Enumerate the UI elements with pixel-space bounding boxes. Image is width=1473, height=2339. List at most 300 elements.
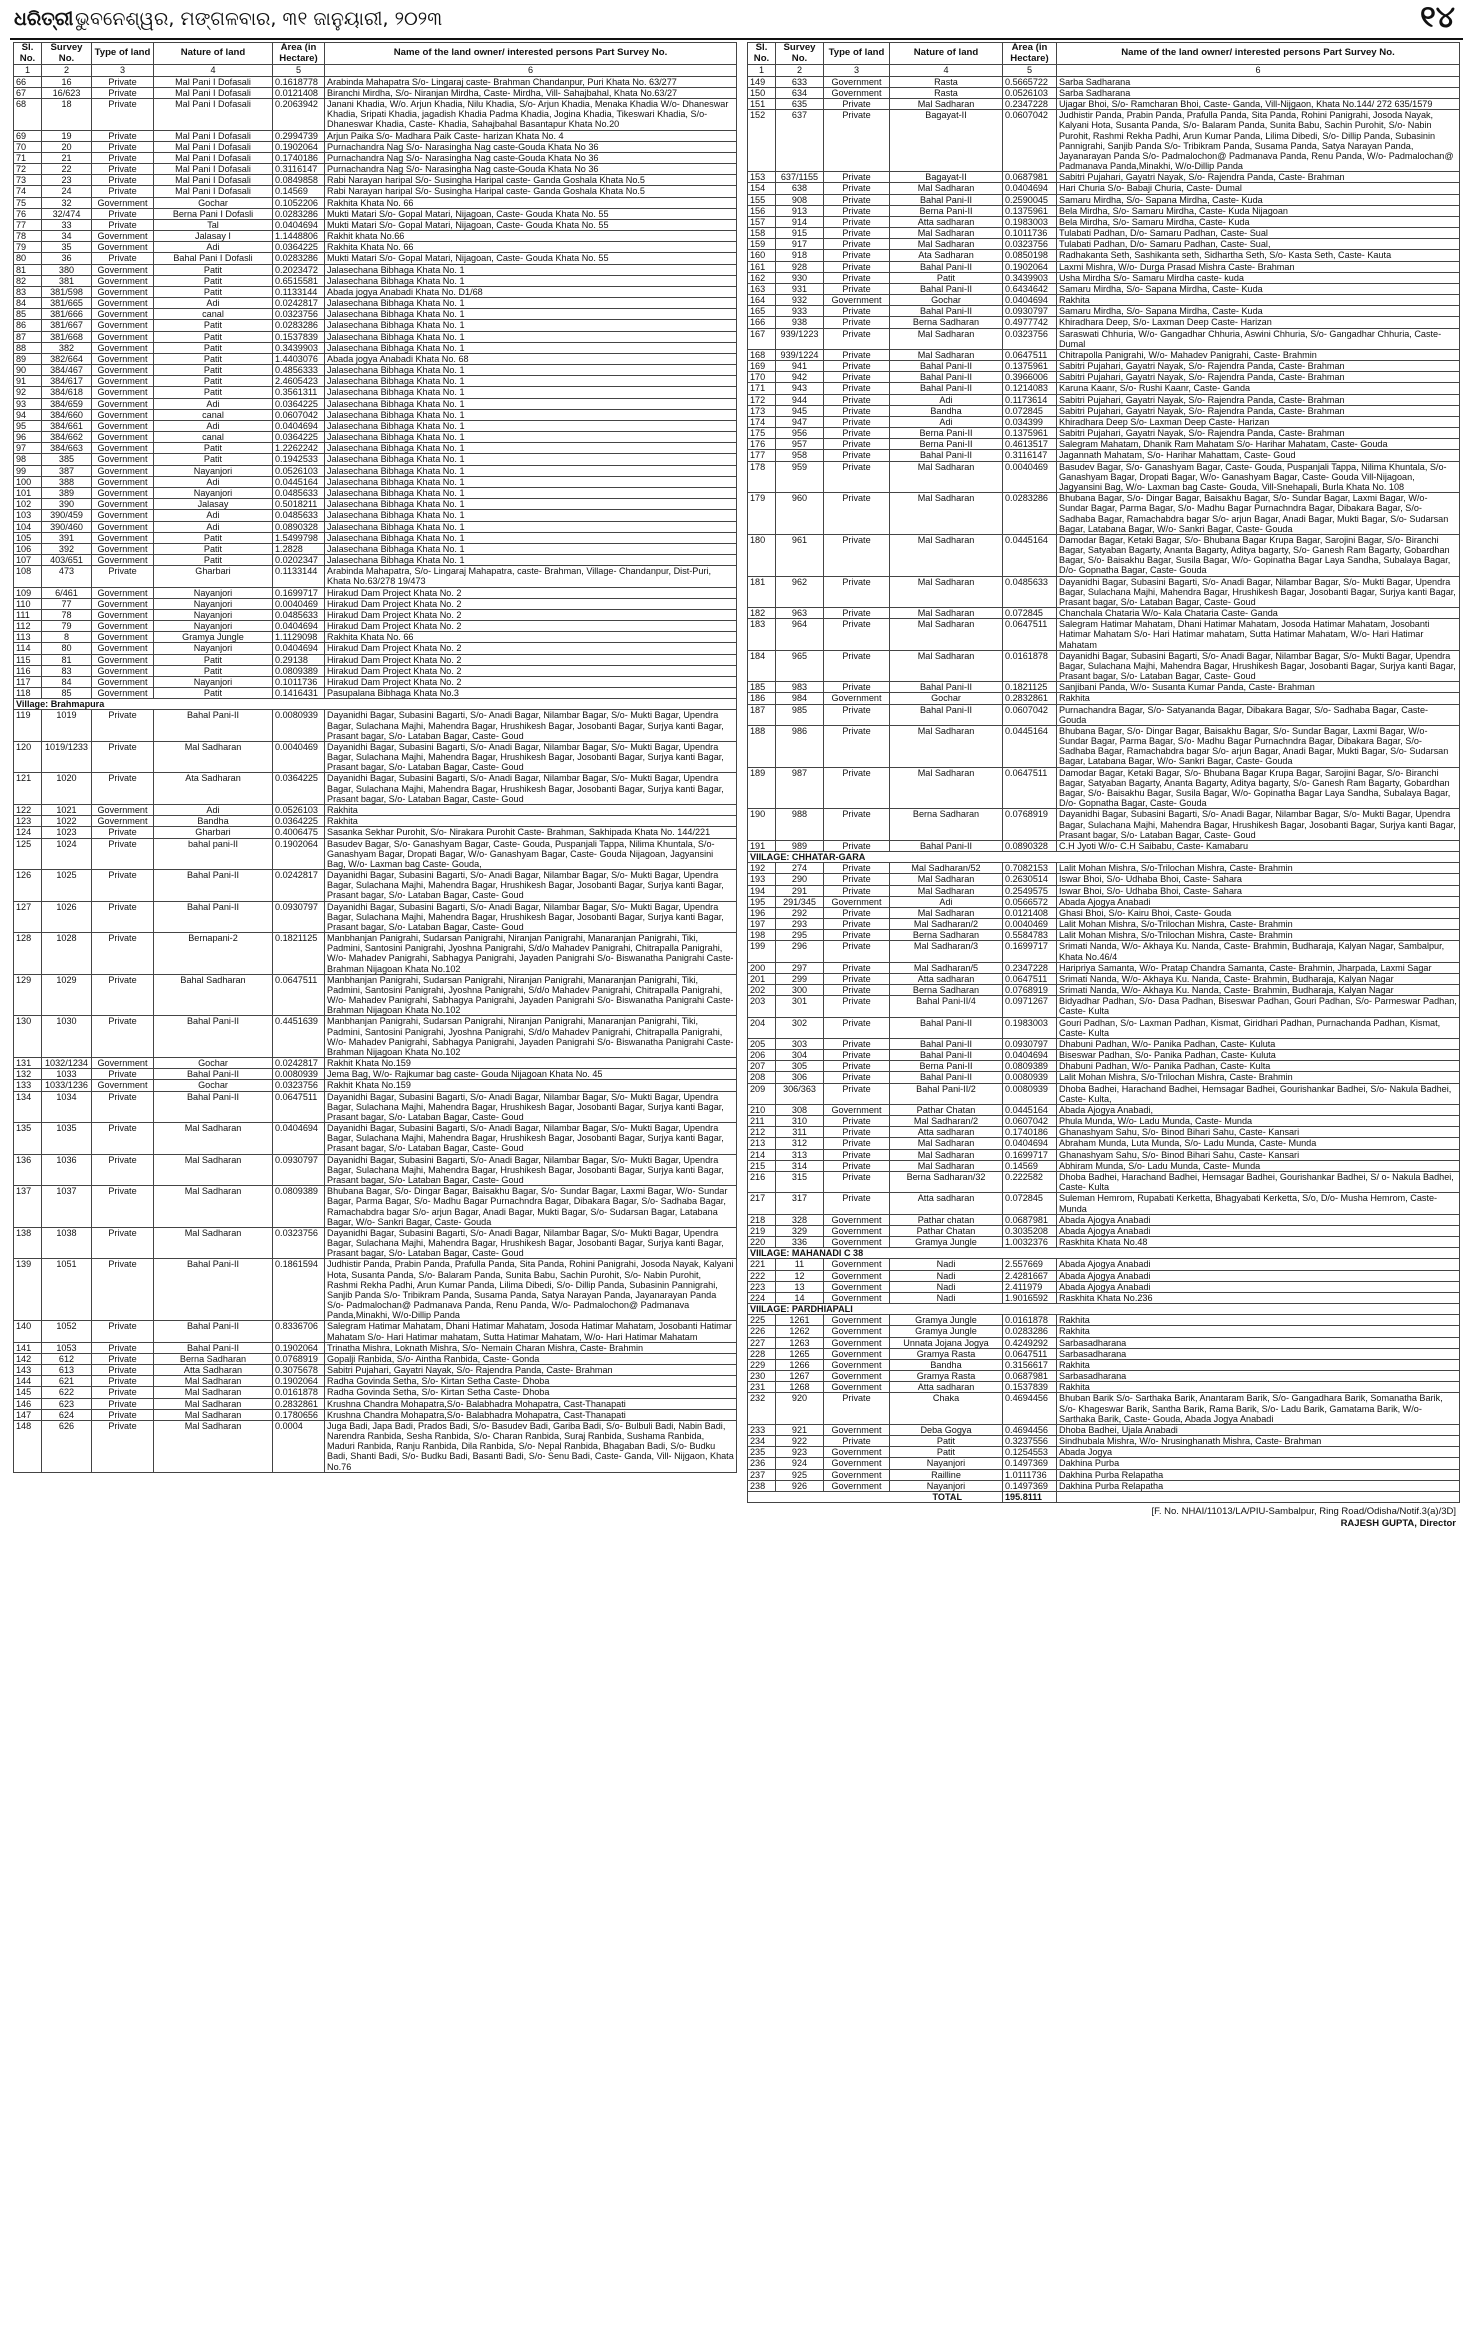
land-type-cell: Private xyxy=(824,194,890,205)
owner-cell: Jalasechana Bibhaga Khata No. 1 xyxy=(325,409,737,420)
owner-cell: Rakhita Khata No. 66 xyxy=(325,242,737,253)
land-table-right xyxy=(747,42,1460,1503)
owner-cell: Damodar Bagar, Ketaki Bagar, S/o- Bhubana Bagar Krupa Bagar, Sarojini Bagar, S/o- Biranchi Bagar, Satyaban Bagarty, Ananta Bagarty, Aditya bagarty, S/o- Ganesh Ram Bagarty, Gobardhan Bagar, S/o- Baisakhu Bagar, Susila Bagar, W/o- Gopinatha Bagar Laya Sandha, Subalaya Bagar, D/o- Gopnatha Bagar, Caste- Gouda xyxy=(1057,767,1460,809)
sl-no-cell: 173 xyxy=(748,405,776,416)
sl-no-cell: 139 xyxy=(14,1259,42,1321)
owner-cell: Arabinda Mahapatra, S/o- Lingaraj Mahapatra, caste- Brahman, Village- Chandanpur, Dist-Puri, Khata No.63/278 19/473 xyxy=(325,566,737,587)
land-type-cell: Private xyxy=(824,216,890,227)
survey-no-cell: 637 xyxy=(776,110,824,172)
owner-cell: Dayanidhi Bagar, Subasini Bagarti, S/o- Anadi Bagar, Nilambar Bagar, S/o- Mukti Bagar, Upendra Bagar, Sulachana Majhi, Mahendra Bagar, Hrushikesh Bagar, Josobanti Bagar, Surjya kanti Bagar, Prasant bagar, S/o- Lataban Bagar, Caste- Goud xyxy=(1057,809,1460,841)
land-type-cell: Private xyxy=(92,1376,154,1387)
sl-no-cell: 179 xyxy=(748,493,776,535)
land-nature-cell: Mal Sadharan/2 xyxy=(890,919,1003,930)
area-cell: 0.4977742 xyxy=(1003,317,1057,328)
owner-cell: Dayanidhi Bagar, Subasini Bagarti, S/o- Anadi Bagar, Nilambar Bagar, S/o- Mukti Bagar, Upendra Bagar, Sulachana Majhi, Mahendra Bagar, Hrushikesh Bagar, Josobanti Bagar, Surjya kanti Bagar, Prasant bagar, S/o- Lataban Bagar, Caste- Goud xyxy=(325,1123,737,1155)
table-row xyxy=(748,1348,1460,1359)
survey-no-cell: 634 xyxy=(776,87,824,98)
area-cell: 0.0323756 xyxy=(273,1227,325,1259)
table-row xyxy=(748,608,1460,619)
owner-cell: Sabitri Pujahari, Gayatri Nayak, S/o- Rajendra Panda, Caste- Brahman xyxy=(1057,428,1460,439)
sl-no-cell: 83 xyxy=(14,286,42,297)
survey-no-cell: 310 xyxy=(776,1116,824,1127)
area-cell: 0.0404694 xyxy=(273,621,325,632)
page-number: ୧୪ xyxy=(1420,0,1455,35)
land-type-cell: Private xyxy=(92,253,154,264)
area-cell: 0.1740186 xyxy=(273,152,325,163)
survey-no-cell: 1025 xyxy=(42,870,92,902)
owner-cell: Khiradhara Deep S/o- Laxman Deep Caste- Harizan xyxy=(1057,416,1460,427)
table-row xyxy=(14,1186,737,1228)
table-row xyxy=(748,1458,1460,1469)
survey-no-cell: 296 xyxy=(776,941,824,962)
land-type-cell: Government xyxy=(92,387,154,398)
table-row xyxy=(748,874,1460,885)
land-nature-cell: Bagayat-II xyxy=(890,172,1003,183)
column-number-row xyxy=(14,65,737,76)
col-number: 2 xyxy=(776,65,824,76)
area-cell: 0.1821125 xyxy=(273,933,325,975)
survey-no-cell: 924 xyxy=(776,1458,824,1469)
table-row xyxy=(14,365,737,376)
area-cell: 0.0890328 xyxy=(273,521,325,532)
land-type-cell: Private xyxy=(824,349,890,360)
sl-no-cell: 187 xyxy=(748,704,776,725)
land-type-cell: Government xyxy=(92,532,154,543)
survey-no-cell: 1032/1234 xyxy=(42,1058,92,1069)
area-cell: 0.0687981 xyxy=(1003,1371,1057,1382)
land-nature-cell: Tal xyxy=(154,219,273,230)
owner-cell: Mukti Matari S/o- Gopal Matari, Nijagoan, Caste- Gouda Khata No. 55 xyxy=(325,253,737,264)
table-row xyxy=(14,130,737,141)
land-nature-cell: Mal Sadharan/5 xyxy=(890,962,1003,973)
survey-no-cell: 986 xyxy=(776,725,824,767)
survey-no-cell: 612 xyxy=(42,1353,92,1364)
table-row xyxy=(748,863,1460,874)
survey-no-cell: 381/666 xyxy=(42,309,92,320)
table-row xyxy=(748,682,1460,693)
land-nature-cell: Mal Sadharan/52 xyxy=(890,863,1003,874)
owner-cell: Jalasechana Bibhaga Khata No. 1 xyxy=(325,298,737,309)
table-row xyxy=(14,665,737,676)
table-row xyxy=(14,1321,737,1342)
land-nature-cell: Pathar chatan xyxy=(890,1214,1003,1225)
sl-no-cell: 94 xyxy=(14,409,42,420)
owner-cell: Chitrapolla Panigrahi, W/o- Mahadev Panigrahi, Caste- Brahmin xyxy=(1057,349,1460,360)
area-cell: 0.8336706 xyxy=(273,1321,325,1342)
land-type-cell: Government xyxy=(92,488,154,499)
owner-cell: Jalasechana Bibhaga Khata No. 1 xyxy=(325,432,737,443)
area-cell: 0.1052206 xyxy=(273,197,325,208)
land-nature-cell: Gharbari xyxy=(154,566,273,587)
land-nature-cell: Patit xyxy=(154,331,273,342)
table-row xyxy=(14,1069,737,1080)
sl-no-cell: 100 xyxy=(14,476,42,487)
sl-no-cell: 229 xyxy=(748,1359,776,1370)
area-cell: 0.0283286 xyxy=(1003,493,1057,535)
area-cell: 0.1699717 xyxy=(273,587,325,598)
land-type-cell: Government xyxy=(92,476,154,487)
area-cell: 0.1902064 xyxy=(273,1342,325,1353)
table-row xyxy=(14,870,737,902)
sl-no-cell: 97 xyxy=(14,443,42,454)
land-nature-cell: Berna Sadharan/32 xyxy=(890,1172,1003,1193)
area-cell: 0.3966006 xyxy=(1003,372,1057,383)
sl-no-cell: 105 xyxy=(14,532,42,543)
land-type-cell: Private xyxy=(92,1353,154,1364)
sl-no-cell: 81 xyxy=(14,264,42,275)
sl-no-cell: 182 xyxy=(748,608,776,619)
land-type-cell: Government xyxy=(92,598,154,609)
land-nature-cell: Berna Sadharan xyxy=(890,809,1003,841)
area-cell: 0.1375961 xyxy=(1003,428,1057,439)
owner-cell: Dhoba Badhei, Ujala Anabadi xyxy=(1057,1424,1460,1435)
sl-no-cell: 92 xyxy=(14,387,42,398)
land-nature-cell: Nadi xyxy=(890,1292,1003,1303)
survey-no-cell: 290 xyxy=(776,874,824,885)
land-type-cell: Government xyxy=(92,376,154,387)
land-nature-cell: Bahal Pani-II xyxy=(154,1016,273,1058)
land-type-cell: Private xyxy=(92,1069,154,1080)
owner-cell: Purnachandra Nag S/o- Narasingha Nag caste-Gouda Khata No 36 xyxy=(325,152,737,163)
owner-cell: Srimati Nanda, W/o- Akhaya Ku. Nanda, Caste- Brahmin, Budharaja, Kalyan Nagar xyxy=(1057,985,1460,996)
area-cell: 0.2590045 xyxy=(1003,194,1057,205)
sl-no-cell: 234 xyxy=(748,1436,776,1447)
area-cell: 0.0445164 xyxy=(1003,534,1057,576)
land-nature-cell: Mal Sadharan xyxy=(890,183,1003,194)
survey-no-cell: 638 xyxy=(776,183,824,194)
area-cell: 0.1983003 xyxy=(1003,216,1057,227)
table-row xyxy=(748,1083,1460,1104)
sl-no-cell: 156 xyxy=(748,205,776,216)
land-nature-cell: Berna Sadharan xyxy=(890,317,1003,328)
land-nature-cell: Mal Sadharan xyxy=(890,461,1003,493)
land-type-cell: Private xyxy=(824,930,890,941)
area-cell: 0.0121408 xyxy=(1003,907,1057,918)
land-nature-cell: Berna Pani I Dofasli xyxy=(154,208,273,219)
area-cell: 0.0687981 xyxy=(1003,172,1057,183)
table-row xyxy=(748,1116,1460,1127)
owner-cell: Iswar Bhoi, S/o- Udhaba Bhoi, Caste- Sahara xyxy=(1057,874,1460,885)
area-cell: 0.1497369 xyxy=(1003,1480,1057,1491)
land-type-cell: Government xyxy=(92,1058,154,1069)
area-cell: 0.0040469 xyxy=(1003,461,1057,493)
table-row xyxy=(748,306,1460,317)
table-row xyxy=(14,98,737,130)
table-row xyxy=(14,1365,737,1376)
owner-cell: Tulabati Padhan, D/o- Samaru Padhan, Caste- Sual, xyxy=(1057,239,1460,250)
land-type-cell: Private xyxy=(824,1160,890,1171)
sl-no-cell: 114 xyxy=(14,643,42,654)
owner-cell: Abraham Munda, Luta Munda, S/o- Ladu Munda, Caste- Munda xyxy=(1057,1138,1460,1149)
col-header-sl: Sl. No. xyxy=(748,43,776,65)
land-type-cell: Government xyxy=(92,342,154,353)
land-type-cell: Private xyxy=(824,261,890,272)
land-type-cell: Private xyxy=(824,809,890,841)
survey-no-cell: 918 xyxy=(776,250,824,261)
sl-no-cell: 172 xyxy=(748,394,776,405)
area-cell: 0.29138 xyxy=(273,654,325,665)
land-nature-cell: Bahal Pani-II xyxy=(154,1321,273,1342)
land-nature-cell: Gramya Jungle xyxy=(154,632,273,643)
table-row xyxy=(14,398,737,409)
land-type-cell: Private xyxy=(824,725,890,767)
land-nature-cell: Pathar Chatan xyxy=(890,1104,1003,1115)
column-number-row xyxy=(748,65,1460,76)
sl-no-cell: 161 xyxy=(748,261,776,272)
masthead xyxy=(0,0,1473,42)
sl-no-cell: 134 xyxy=(14,1091,42,1123)
owner-cell: Hari Churia S/o- Babaji Churia, Caste- Dumal xyxy=(1057,183,1460,194)
table-row xyxy=(14,521,737,532)
area-cell: 0.0485633 xyxy=(1003,576,1057,608)
land-nature-cell: Mal Sadharan xyxy=(890,907,1003,918)
land-type-cell: Private xyxy=(92,901,154,933)
survey-no-cell: 34 xyxy=(42,231,92,242)
table-row xyxy=(14,331,737,342)
area-cell: 0.0404694 xyxy=(1003,183,1057,194)
land-type-cell: Government xyxy=(824,1237,890,1248)
survey-no-cell: 1024 xyxy=(42,838,92,870)
land-type-cell: Private xyxy=(824,1149,890,1160)
date-line: ଭୁବନେଶ୍ୱର, ମଙ୍ଗଳବାର, ୩୧ ଜାନୁୟାରୀ, ୨୦୨୩ xyxy=(75,8,443,30)
area-cell: 0.0566572 xyxy=(1003,896,1057,907)
land-type-cell: Private xyxy=(824,1116,890,1127)
survey-no-cell: 1033/1236 xyxy=(42,1080,92,1091)
land-type-cell: Government xyxy=(824,1447,890,1458)
sl-no-cell: 115 xyxy=(14,654,42,665)
land-type-cell: Government xyxy=(824,1371,890,1382)
survey-no-cell: 384/662 xyxy=(42,432,92,443)
owner-cell: Judhistir Panda, Prabin Panda, Prafulla Panda, Sita Panda, Rohini Panigrahi, Josoda Nayak, Kalyani Hota, Susanta Panda, S/o- Balaram Panda, Sunita Babu, Sachin Purohit, S/o- Nabin Purohit, Rashmi Rekha Padhi, Arun Kumar Panda, Lilima Dibedi, S/o- Dillip Panda, Subasinin Pannigrahi, Sanjib Panda S/o- Tribikram Panda, Susama Panda, Satya Narayan Panda, Jayanarayan Panda S/o- Padmalochan@ Padmanava Panda, Renu Panda, W/o- Padmalochon@ Padmanava Panda,Minakhi, W/o-Dillip Panda xyxy=(325,1259,737,1321)
land-nature-cell: Bahal Pani-II/4 xyxy=(890,996,1003,1017)
area-cell: 0.2630514 xyxy=(1003,874,1057,885)
land-nature-cell: canal xyxy=(154,409,273,420)
area-cell: 0.3237556 xyxy=(1003,1436,1057,1447)
land-type-cell: Private xyxy=(92,76,154,87)
table-row xyxy=(748,493,1460,535)
land-nature-cell: Ata Sadharan xyxy=(154,773,273,805)
land-nature-cell: Mal Sadharan xyxy=(890,608,1003,619)
sl-no-cell: 237 xyxy=(748,1469,776,1480)
table-row xyxy=(14,320,737,331)
table-row xyxy=(14,253,737,264)
table-row xyxy=(748,383,1460,394)
table-row xyxy=(748,272,1460,283)
area-cell: 0.1537839 xyxy=(1003,1382,1057,1393)
sl-no-cell: 82 xyxy=(14,275,42,286)
land-nature-cell: Mal Sadharan xyxy=(890,328,1003,349)
owner-cell: Sabitri Pujahari, Gayatri Nayak, S/o- Rajendra Panda, Caste- Brahman xyxy=(1057,361,1460,372)
land-type-cell: Government xyxy=(824,1104,890,1115)
owner-cell: Jalasechana Bibhaga Khata No. 1 xyxy=(325,465,737,476)
owner-cell: Hirakud Dam Project Khata No. 2 xyxy=(325,643,737,654)
sl-no-cell: 235 xyxy=(748,1447,776,1458)
owner-cell: Jalasechana Bibhaga Khata No. 1 xyxy=(325,476,737,487)
sl-no-cell: 117 xyxy=(14,676,42,687)
land-nature-cell: Bahal Pani-II xyxy=(154,870,273,902)
area-cell: 2.4605423 xyxy=(273,376,325,387)
land-type-cell: Private xyxy=(92,1154,154,1186)
survey-no-cell: 381/598 xyxy=(42,286,92,297)
table-row xyxy=(748,885,1460,896)
land-type-cell: Government xyxy=(92,231,154,242)
table-row xyxy=(748,428,1460,439)
land-type-cell: Private xyxy=(92,1016,154,1058)
land-nature-cell: Mal Pani I Dofasali xyxy=(154,98,273,130)
area-cell: 0.3156617 xyxy=(1003,1359,1057,1370)
owner-cell: Biranchi Mirdha, S/o- Niranjan Mirdha, Caste- Mirdha, Vill- Sahajbahal, Khata No.63/27 xyxy=(325,87,737,98)
owner-cell: Jalasechana Bibhaga Khata No. 1 xyxy=(325,510,737,521)
sl-no-cell: 192 xyxy=(748,863,776,874)
table-row xyxy=(748,216,1460,227)
survey-no-cell: 932 xyxy=(776,295,824,306)
area-cell: 0.3561311 xyxy=(273,387,325,398)
sl-no-cell: 99 xyxy=(14,465,42,476)
owner-cell: Radhakanta Seth, Sashikanta seth, Sidhartha Seth, S/o- Kasta Seth, Caste- Kauta xyxy=(1057,250,1460,261)
owner-cell: Damodar Bagar, Ketaki Bagar, S/o- Bhubana Bagar Krupa Bagar, Sarojini Bagar, S/o- Biranchi Bagar, Satyaban Bagarty, Ananta Bagarty, Aditya bagarty, S/o- Ganesh Ram Bagarty, Gobardhan Bagar, S/o- Baisakhu Bagar, Susila Bagar, W/o- Gopinatha Bagar Laya Sandha, Subalaya Bagar, D/o- Gopnatha Bagar, Caste- Gouda xyxy=(1057,534,1460,576)
sl-no-cell: 151 xyxy=(748,98,776,109)
table-row xyxy=(14,555,737,566)
survey-no-cell: 960 xyxy=(776,493,824,535)
area-cell: 0.1902064 xyxy=(273,1376,325,1387)
area-cell: 1.2828 xyxy=(273,543,325,554)
owner-cell: Sabitri Pujahari, Gayatri Nayak, S/o- Rajendra Panda, Caste- Brahman xyxy=(1057,405,1460,416)
owner-cell: Jalasechana Bibhaga Khata No. 1 xyxy=(325,499,737,510)
sl-no-cell: 148 xyxy=(14,1420,42,1472)
table-row xyxy=(14,208,737,219)
owner-cell: Ghanashyam Sahu, S/o- Binod Bihari Sahu, Caste- Kansari xyxy=(1057,1127,1460,1138)
survey-no-cell: 380 xyxy=(42,264,92,275)
land-nature-cell: Nayanjori xyxy=(154,598,273,609)
land-nature-cell: Bahal Pani-II xyxy=(890,1050,1003,1061)
survey-no-cell: 635 xyxy=(776,98,824,109)
area-cell: 0.3035208 xyxy=(1003,1225,1057,1236)
land-type-cell: Private xyxy=(824,405,890,416)
survey-no-cell: 985 xyxy=(776,704,824,725)
land-type-cell: Government xyxy=(92,309,154,320)
land-nature-cell: Adi xyxy=(890,416,1003,427)
owner-cell: Jalasechana Bibhaga Khata No. 1 xyxy=(325,398,737,409)
land-nature-cell: Bahal Pani-II xyxy=(890,1072,1003,1083)
land-type-cell: Private xyxy=(824,239,890,250)
sl-no-cell: 208 xyxy=(748,1072,776,1083)
land-nature-cell: Adi xyxy=(890,896,1003,907)
land-nature-cell: Mal Sadharan xyxy=(154,1227,273,1259)
area-cell: 0.0607042 xyxy=(1003,110,1057,172)
land-nature-cell: Nayanjori xyxy=(154,609,273,620)
land-type-cell: Private xyxy=(824,534,890,576)
table-row xyxy=(748,183,1460,194)
land-type-cell: Government xyxy=(92,816,154,827)
land-nature-cell: Patit xyxy=(154,543,273,554)
land-type-cell: Private xyxy=(824,1436,890,1447)
area-cell: 0.2347228 xyxy=(1003,962,1057,973)
owner-cell: Sabitri Pujahari, Gayatri Nayak, S/o- Rajendra Panda, Caste- Brahman xyxy=(325,1365,737,1376)
sl-no-cell: 103 xyxy=(14,510,42,521)
owner-cell: Sindhubala Mishra, W/o- Nrusinghanath Mishra, Caste- Brahman xyxy=(1057,1436,1460,1447)
sl-no-cell: 72 xyxy=(14,164,42,175)
table-row xyxy=(14,598,737,609)
table-row xyxy=(748,261,1460,272)
sl-no-cell: 119 xyxy=(14,710,42,742)
land-type-cell: Government xyxy=(92,275,154,286)
sl-no-cell: 165 xyxy=(748,306,776,317)
land-nature-cell: Atta sadharan xyxy=(890,1127,1003,1138)
table-row xyxy=(748,962,1460,973)
survey-no-cell: 305 xyxy=(776,1061,824,1072)
owner-cell: Usha Mirdha S/o- Samaru Mirdha caste- kuda xyxy=(1057,272,1460,283)
area-cell: 0.4451639 xyxy=(273,1016,325,1058)
owner-cell: Chanchala Chataria W/o- Kala Chataria Caste- Ganda xyxy=(1057,608,1460,619)
table-row xyxy=(14,1259,737,1321)
area-cell: 0.0607042 xyxy=(1003,1116,1057,1127)
survey-no-cell: 1262 xyxy=(776,1326,824,1337)
table-row xyxy=(14,432,737,443)
sl-no-cell: 76 xyxy=(14,208,42,219)
area-cell: 0.7082153 xyxy=(1003,863,1057,874)
area-cell: 0.1861594 xyxy=(273,1259,325,1321)
land-nature-cell: Bahal Pani-II xyxy=(154,1069,273,1080)
survey-no-cell: 1267 xyxy=(776,1371,824,1382)
village-heading: VIILAGE: MAHANADI C 38 xyxy=(748,1248,1460,1259)
owner-cell: Saraswati Chhuria, W/o- Gangadhar Chhuria, Aswini Chhuria, S/o- Gangadhar Chhuria, Caste- Dumal xyxy=(1057,328,1460,349)
land-type-cell: Private xyxy=(824,306,890,317)
sl-no-cell: 93 xyxy=(14,398,42,409)
area-cell: 0.0040469 xyxy=(273,741,325,773)
survey-no-cell: 1020 xyxy=(42,773,92,805)
survey-no-cell: 915 xyxy=(776,228,824,239)
survey-no-cell: 1035 xyxy=(42,1123,92,1155)
owner-cell: Purnachandra Nag S/o- Narasingha Nag caste-Gouda Khata No 36 xyxy=(325,164,737,175)
land-nature-cell: Mal Sadharan xyxy=(890,493,1003,535)
col-header-area: Area (in Hectare) xyxy=(273,43,325,65)
table-row xyxy=(14,609,737,620)
owner-cell: Dayanidhi Bagar, Subasini Bagarti, S/o- Anadi Bagar, Nilambar Bagar, S/o- Mukti Bagar, Upendra Bagar, Sulachana Majhi, Mahendra Bagar, Hrushikesh Bagar, Josobanti Bagar, Surjya kanti Bagar, Prasant bagar, S/o- Lataban Bagar, Caste- Goud xyxy=(325,1091,737,1123)
owner-cell: Dhabuni Padhan, W/o- Panika Padhan, Caste- Kuluta xyxy=(1057,1038,1460,1049)
owner-cell: Rakhita xyxy=(1057,1382,1460,1393)
area-cell: 0.0526103 xyxy=(273,465,325,476)
signatory xyxy=(747,1518,1456,1530)
table-row xyxy=(748,361,1460,372)
owner-cell: Radha Govinda Setha, S/o- Kirtan Setha Caste- Dhoba xyxy=(325,1376,737,1387)
land-nature-cell: Patit xyxy=(154,654,273,665)
survey-no-cell: 621 xyxy=(42,1376,92,1387)
land-nature-cell: Gochar xyxy=(154,1058,273,1069)
land-type-cell: Private xyxy=(824,885,890,896)
area-cell: 0.0080939 xyxy=(273,710,325,742)
survey-no-cell: 391 xyxy=(42,532,92,543)
land-type-cell: Private xyxy=(824,172,890,183)
sl-no-cell: 107 xyxy=(14,555,42,566)
survey-no-cell: 16/623 xyxy=(42,87,92,98)
land-type-cell: Private xyxy=(824,372,890,383)
land-nature-cell: Gochar xyxy=(154,197,273,208)
col-header-owner: Name of the land owner/ interested persons Part Survey No. xyxy=(1057,43,1460,65)
owner-cell: Biseswar Padhan, S/o- Panika Padhan, Caste- Kuluta xyxy=(1057,1050,1460,1061)
owner-cell: Dhabuni Padhan, W/o- Panika Padhan, Caste- Kulta xyxy=(1057,1061,1460,1072)
land-type-cell: Government xyxy=(824,1259,890,1270)
land-type-cell: Private xyxy=(824,1138,890,1149)
table-row xyxy=(14,1091,737,1123)
area-cell: 0.0161878 xyxy=(1003,1315,1057,1326)
land-type-cell: Private xyxy=(92,1227,154,1259)
area-cell: 0.4613517 xyxy=(1003,439,1057,450)
survey-no-cell: 32/474 xyxy=(42,208,92,219)
land-nature-cell: Mal Sadharan xyxy=(890,576,1003,608)
owner-cell: Jema Bag, W/o- Rajkumar bag caste- Gouda Nijagoan Khata No. 45 xyxy=(325,1069,737,1080)
survey-no-cell: 1019 xyxy=(42,710,92,742)
table-row xyxy=(748,1259,1460,1270)
